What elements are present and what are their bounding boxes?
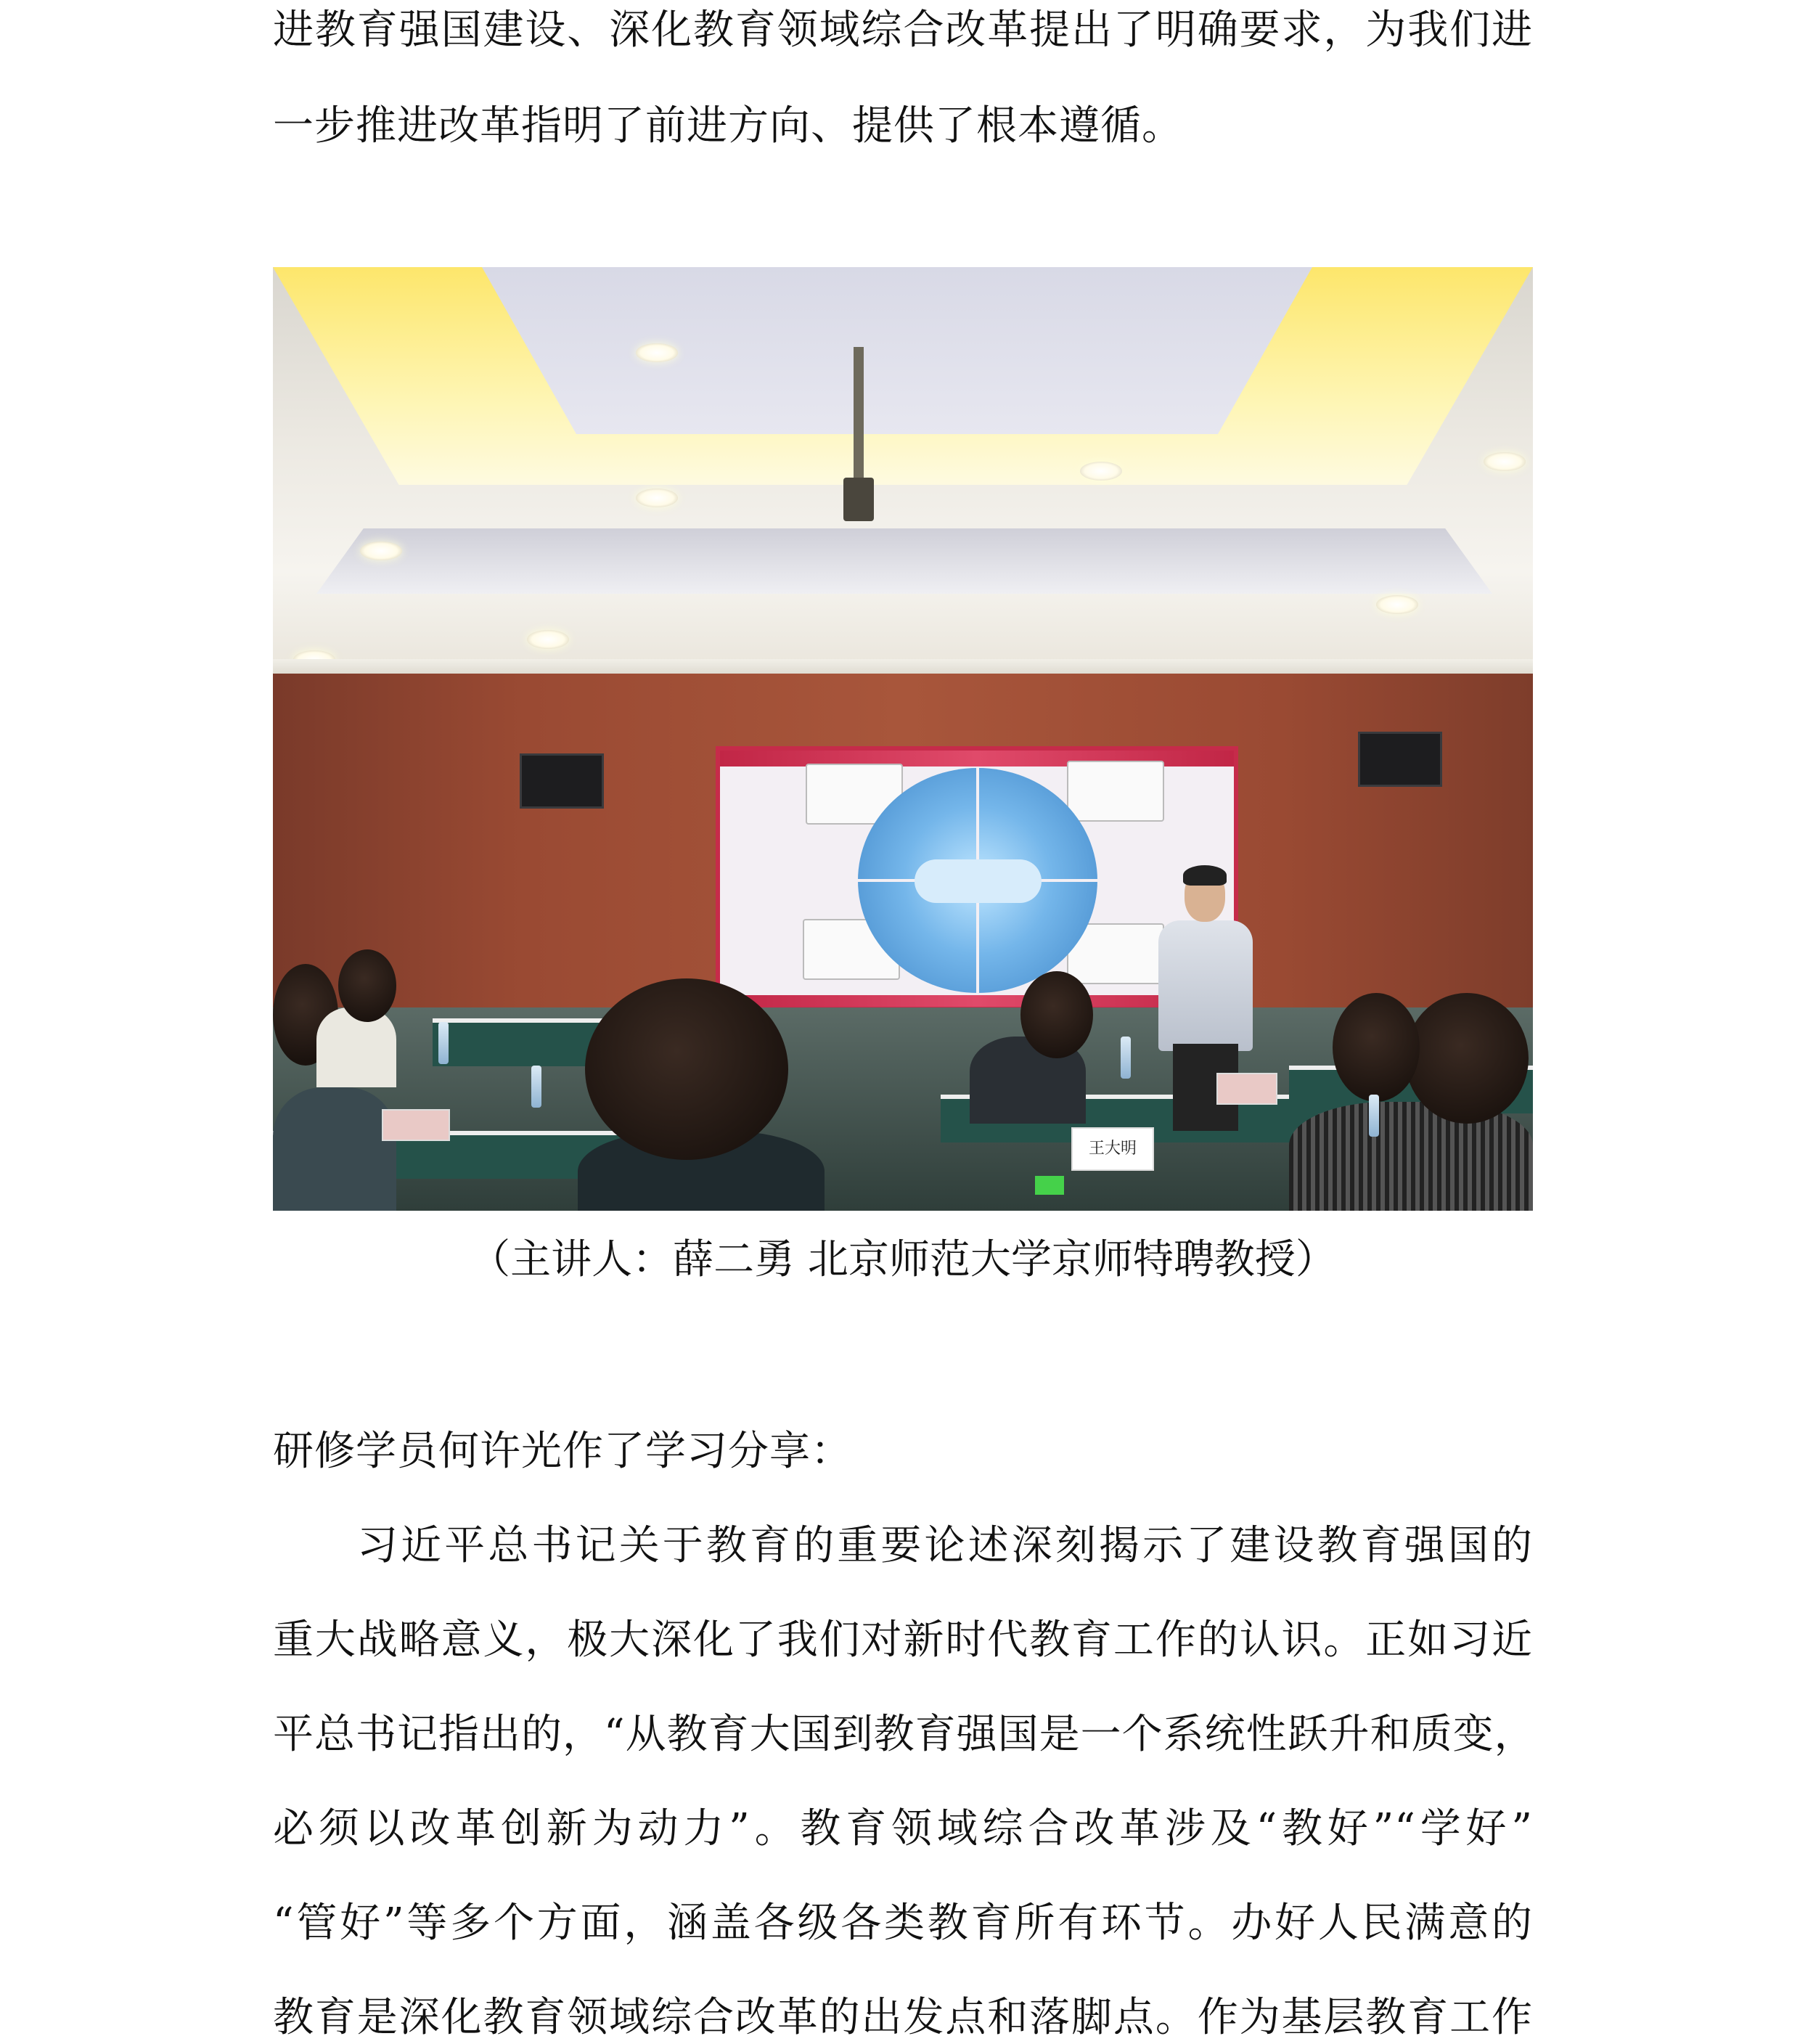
paragraph-line: 平总书记指出的，“从教育大国到教育强国是一个系统性跃升和质变，	[273, 1711, 1536, 1758]
ceiling-light-icon	[1484, 452, 1526, 471]
audience-body	[1289, 1102, 1533, 1211]
nameplate	[1216, 1073, 1277, 1105]
nameplate	[382, 1109, 450, 1141]
water-bottle-icon	[438, 1022, 449, 1064]
audience-head	[1333, 993, 1420, 1102]
paragraph-line: 必须以改革创新为动力”。教育领域综合改革涉及“教好”“学好”	[273, 1805, 1533, 1852]
paragraph-line: 一步推进改革指明了前进方向、提供了根本遵循。	[273, 102, 1183, 150]
projector-mount	[854, 347, 864, 492]
nameplate-text: 王大明	[1088, 1140, 1137, 1158]
paragraph-line: 教育是深化教育领域综合改革的出发点和落脚点。作为基层教育工作	[273, 1994, 1533, 2041]
ceiling-light-icon	[1080, 462, 1122, 481]
ceiling-light-icon	[636, 343, 678, 362]
nameplate	[1071, 1127, 1154, 1171]
photo-caption: （主讲人：薛二勇 北京师范大学京师特聘教授）	[470, 1236, 1336, 1283]
paragraph-line: 重大战略意义，极大深化了我们对新时代教育工作的认识。正如习近	[273, 1616, 1533, 1664]
water-bottle-icon	[531, 1066, 541, 1108]
speaker-icon	[1358, 732, 1442, 787]
audience-head	[1020, 971, 1093, 1058]
speaker-icon	[520, 753, 604, 809]
lecture-photo	[273, 267, 1533, 1211]
audience-body	[273, 1087, 396, 1211]
water-bottle-icon	[1121, 1037, 1131, 1079]
sticky-note	[1035, 1176, 1064, 1195]
paragraph-line: “管好”等多个方面，涵盖各级各类教育所有环节。办好人民满意的	[273, 1900, 1533, 1947]
audience-head	[1405, 993, 1529, 1124]
presenter-body	[1158, 920, 1253, 1051]
audience-head	[585, 978, 788, 1160]
audience-head	[338, 949, 396, 1022]
paragraph-line: 习近平总书记关于教育的重要论述深刻揭示了建设教育强国的	[357, 1522, 1533, 1569]
paragraph-line: 进教育强国建设、深化教育领域综合改革提出了明确要求，为我们进	[273, 7, 1533, 54]
ceiling-light-icon	[527, 630, 569, 649]
presenter-hair	[1183, 865, 1227, 886]
projector	[843, 478, 874, 521]
ceiling-tray	[425, 267, 1369, 434]
wheel-center	[915, 859, 1042, 903]
section-intro: 研修学员何许光作了学习分享：	[273, 1428, 852, 1475]
slide-text-box	[1067, 761, 1164, 822]
ceiling-band	[316, 528, 1492, 594]
slide-footer-band	[720, 995, 1234, 1007]
ceiling-light-icon	[360, 541, 402, 560]
ceiling-light-icon	[636, 488, 678, 507]
ceiling-light-icon	[1376, 595, 1418, 614]
water-bottle-icon	[1369, 1095, 1379, 1137]
